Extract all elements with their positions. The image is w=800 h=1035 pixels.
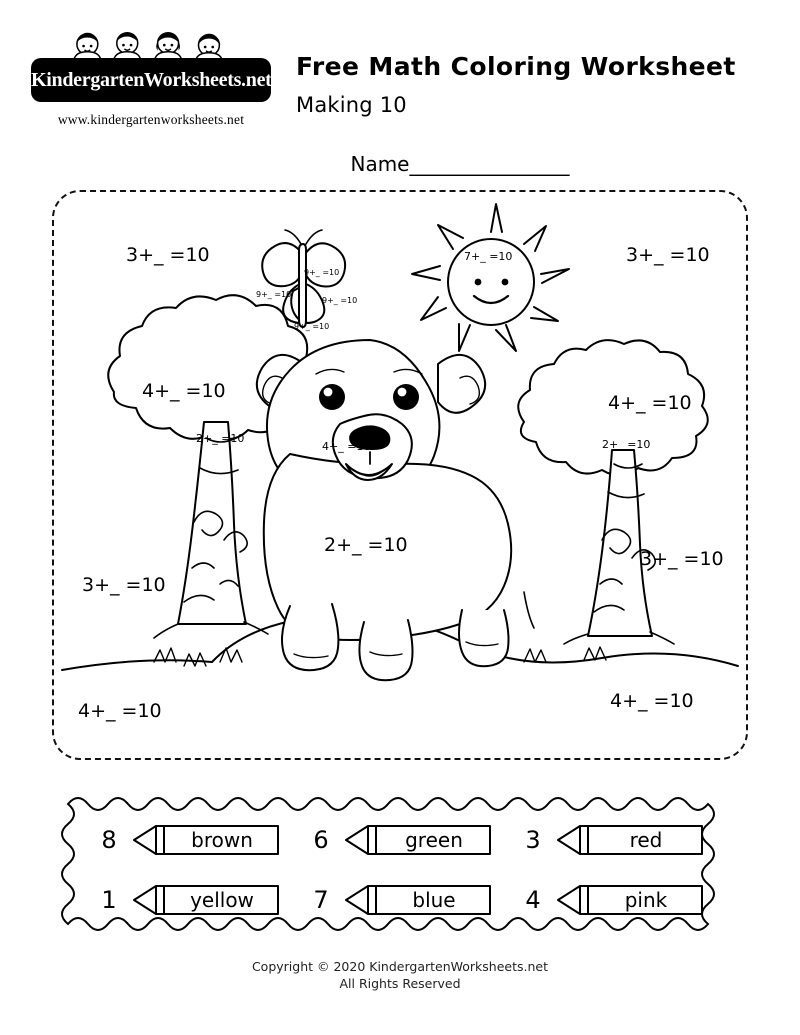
sun-shape	[412, 204, 569, 351]
key-color-name: red	[629, 828, 663, 852]
crayon-icon	[342, 821, 494, 859]
page-header	[0, 24, 800, 144]
key-item-brown	[82, 821, 294, 859]
page-title: Free Math Coloring Worksheet	[296, 52, 736, 81]
color-key-panel	[52, 790, 748, 950]
crayon-icon	[554, 881, 706, 919]
equation-bear-body: 2+_ =10	[324, 534, 408, 556]
key-color-name: brown	[191, 828, 253, 852]
rights-text: All Rights Reserved	[339, 976, 461, 991]
key-item-blue	[294, 881, 506, 919]
key-color-name: green	[405, 828, 463, 852]
crayon-icon	[130, 881, 282, 919]
right-tree-shape	[518, 340, 708, 644]
key-item-yellow	[82, 881, 294, 919]
name-label: Name	[350, 152, 410, 176]
equation-mid-right: 3+_ =10	[640, 548, 724, 570]
equation-tree-left-trunk: 2+_ =10	[196, 432, 245, 445]
crayon-icon	[342, 881, 494, 919]
coloring-scene-illustration	[54, 192, 746, 758]
equation-butterfly-1: 9+_ =10	[304, 268, 340, 277]
key-number: 8	[101, 826, 117, 854]
logo-brand-text: KindergartenWorksheets.net	[31, 69, 272, 91]
equation-butterfly-3: 9+_ =10	[322, 296, 358, 305]
key-number: 6	[313, 826, 329, 854]
logo-url-text: www.kindergartenworksheets.net	[57, 112, 245, 127]
equation-sun: 7+_ =10	[464, 250, 513, 263]
key-number: 1	[101, 886, 117, 914]
page-footer	[0, 958, 800, 992]
site-logo[interactable]	[26, 28, 276, 128]
name-blank: ________________	[409, 152, 570, 176]
name-field[interactable]	[0, 152, 800, 176]
coloring-picture-panel	[52, 190, 748, 760]
key-number: 4	[525, 886, 541, 914]
crayon-icon	[554, 821, 706, 859]
key-item-green	[294, 821, 506, 859]
equation-bottom-right: 4+_ =10	[610, 690, 694, 712]
title-block	[296, 52, 766, 117]
key-number: 7	[313, 886, 329, 914]
copyright-text: Copyright © 2020 KindergartenWorksheets.net	[251, 959, 549, 974]
logo-badge	[31, 28, 271, 106]
equation-butterfly-2: 9+_ =10	[256, 290, 292, 299]
equation-mid-left: 3+_ =10	[82, 574, 166, 596]
color-key-grid	[82, 810, 718, 930]
page-subtitle: Making 10	[296, 93, 407, 117]
key-item-red	[506, 821, 718, 859]
equation-bear-face: 4+_ =10	[322, 440, 371, 453]
equation-top-left: 3+_ =10	[126, 244, 210, 266]
bear-shape	[257, 340, 534, 680]
equation-top-right: 3+_ =10	[626, 244, 710, 266]
equation-butterfly-4: 9+_ =10	[294, 322, 330, 331]
equation-bottom-left: 4+_ =10	[78, 700, 162, 722]
equation-tree-right-trunk: 2+_ =10	[602, 438, 651, 451]
key-item-pink	[506, 881, 718, 919]
key-color-name: yellow	[190, 888, 254, 912]
key-color-name: pink	[624, 888, 668, 912]
equation-tree-right-top: 4+_ =10	[608, 392, 692, 414]
key-color-name: blue	[412, 888, 456, 912]
crayon-icon	[130, 821, 282, 859]
key-number: 3	[525, 826, 541, 854]
equation-tree-left-top: 4+_ =10	[142, 380, 226, 402]
